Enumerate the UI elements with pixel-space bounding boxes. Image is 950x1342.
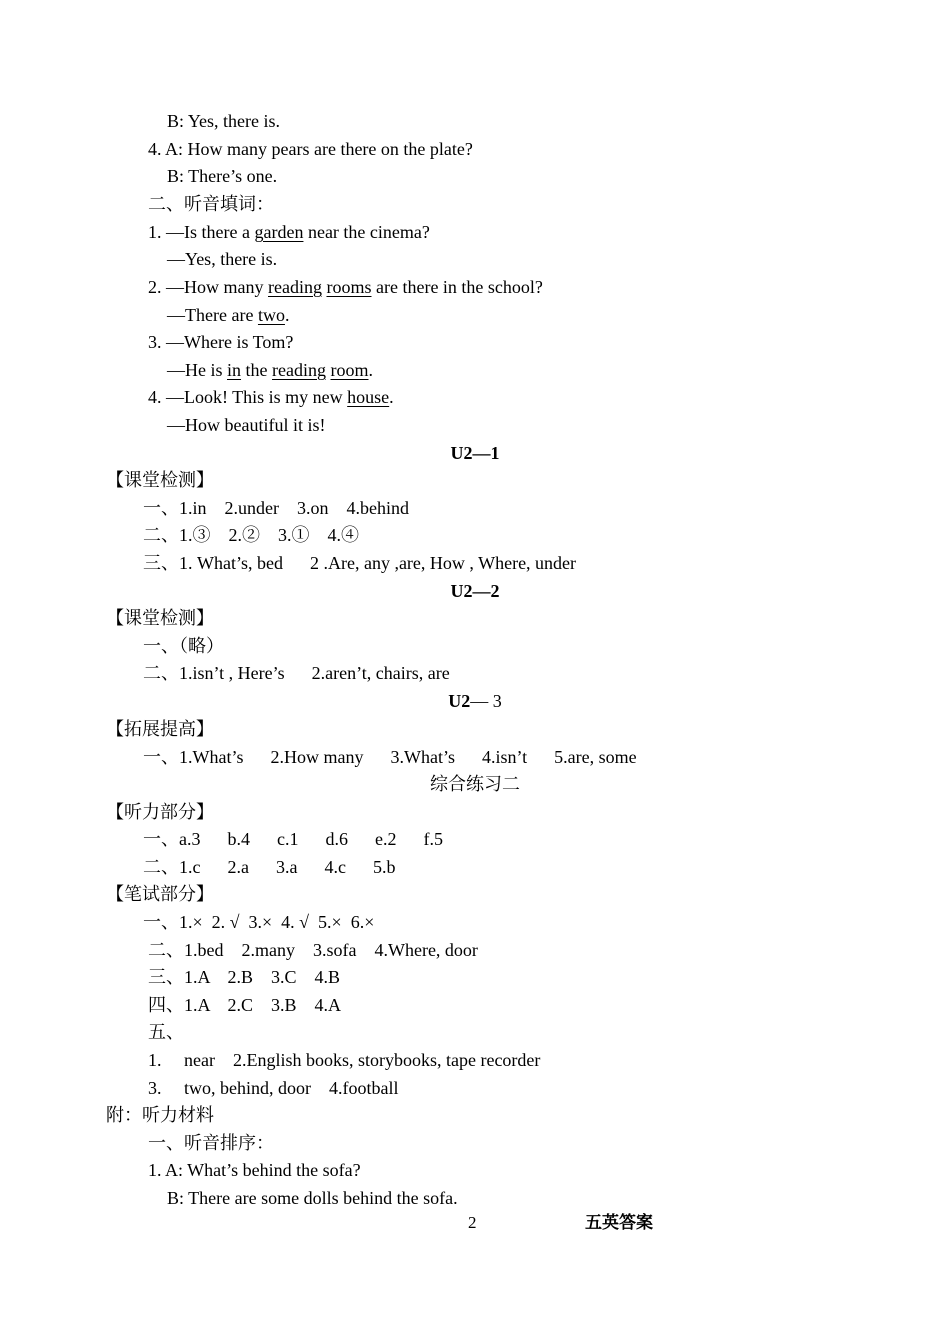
text-segment: 【课堂检测】 (106, 470, 214, 490)
text-line (148, 1133, 274, 1153)
text-line (167, 360, 373, 380)
text-segment: U2 (448, 691, 471, 711)
filled-blank: room (330, 360, 369, 380)
text-line (167, 249, 277, 269)
text-line (148, 387, 394, 407)
text-line (148, 940, 478, 960)
text-segment: 一、1.× 2. √ 3.× 4. √ 5.× 6.× (143, 912, 375, 932)
text-segment: 一、a.3 b.4 c.1 d.6 e.2 f.5 (143, 829, 443, 849)
text-segment: 1. A: What’s behind the sofa? (148, 1160, 361, 1180)
text-segment: 二、1.bed 2.many 3.sofa 4.Where, door (148, 940, 478, 960)
text-line (167, 305, 289, 325)
text-line (106, 470, 214, 490)
text-line (148, 332, 293, 352)
text-segment: 二、1.③ 2.② 3.① 4.④ (143, 525, 359, 545)
text-line (143, 553, 576, 573)
text-segment: U2—2 (450, 581, 500, 601)
text-segment: 二、1.c 2.a 3.a 4.c 5.b (143, 857, 396, 877)
text-segment: 二、听音填词： (148, 194, 274, 214)
text-segment: 【笔试部分】 (106, 884, 214, 904)
text-line (148, 967, 340, 987)
text-line (143, 498, 409, 518)
text-line (106, 1105, 214, 1125)
text-segment: 三、1. What’s, bed 2 .Are, any ,are, How , Where, under (143, 553, 577, 573)
text-line (143, 663, 450, 683)
text-segment: 四、1.A 2.C 3.B 4.A (148, 995, 342, 1015)
text-segment: 【课堂检测】 (106, 608, 214, 628)
text-segment: 【拓展提高】 (106, 719, 214, 739)
text-line (106, 802, 214, 822)
text-segment: B: There’s one. (167, 166, 278, 186)
text-line (167, 111, 280, 131)
text-line (106, 884, 214, 904)
text-segment: —There are (167, 305, 258, 325)
filled-blank: reading (272, 360, 326, 380)
text-segment: . (368, 360, 373, 380)
text-segment: 一、听音排序： (148, 1133, 274, 1153)
text-line (148, 1078, 398, 1098)
text-line (0, 691, 950, 711)
text-line (148, 1022, 184, 1042)
text-line (0, 581, 950, 601)
text-line (148, 277, 543, 297)
filled-blank: reading (268, 277, 322, 297)
text-line (167, 1188, 458, 1208)
text-line (143, 525, 359, 545)
filled-blank: rooms (326, 277, 372, 297)
text-segment: 综合练习二 (430, 774, 520, 794)
filled-blank: garden (254, 222, 304, 242)
text-line (143, 636, 224, 656)
filled-blank: two (257, 305, 285, 325)
text-segment: —How beautiful it is! (167, 415, 326, 435)
text-line (148, 1050, 540, 1070)
text-segment: — 3 (470, 691, 502, 711)
text-line (148, 1160, 361, 1180)
text-line (143, 829, 443, 849)
text-line (0, 443, 950, 463)
text-line (148, 194, 274, 214)
text-segment: B: Yes, there is. (167, 111, 281, 131)
text-segment: 1. near 2.English books, storybooks, tape recorder (148, 1050, 541, 1070)
text-line (0, 774, 950, 794)
text-segment: 1. —Is there a (148, 222, 255, 242)
text-segment: 【听力部分】 (106, 802, 214, 822)
text-segment: 二、1.isn’t , Here’s 2.aren’t, chairs, are (143, 663, 450, 683)
text-line (148, 222, 430, 242)
page-number: 2 (468, 1213, 477, 1232)
text-segment: B: There are some dolls behind the sofa. (167, 1188, 458, 1208)
text-line (143, 857, 395, 877)
text-line (106, 608, 214, 628)
text-segment: near the cinema? (303, 222, 430, 242)
text-segment: 三、1.A 2.B 3.C 4.B (148, 967, 341, 987)
text-segment: 4. A: How many pears are there on the plate? (148, 139, 473, 159)
text-segment: 一、1.in 2.under 3.on 4.behind (143, 498, 409, 518)
text-segment: 2. —How many (148, 277, 268, 297)
text-segment: 3. —Where is Tom? (148, 332, 294, 352)
footer-label: 五英答案 (585, 1213, 653, 1232)
text-line (148, 995, 341, 1015)
text-line (167, 415, 325, 435)
text-line (106, 719, 214, 739)
text-segment: —He is (167, 360, 227, 380)
text-segment: . (284, 305, 290, 325)
text-segment: U2—1 (450, 443, 500, 463)
text-segment: 五、 (148, 1022, 184, 1042)
text-line (143, 747, 637, 767)
text-segment: 一、（略） (143, 636, 224, 656)
text-segment: —Yes, there is. (167, 249, 278, 269)
text-segment: . (389, 387, 394, 407)
text-segment: the (241, 360, 273, 380)
filled-blank: in (227, 360, 242, 380)
text-segment: 附：听力材料 (106, 1105, 214, 1125)
text-line (167, 166, 277, 186)
text-segment: 一、1.What’s 2.How many 3.What’s 4.isn’t 5.are, some (143, 747, 637, 767)
filled-blank: house (347, 387, 390, 407)
text-segment: 3. two, behind, door 4.football (148, 1078, 399, 1098)
text-segment: are there in the school? (371, 277, 543, 297)
text-line (143, 912, 374, 932)
text-segment: 4. —Look! This is my new (148, 387, 348, 407)
text-line (148, 139, 473, 159)
